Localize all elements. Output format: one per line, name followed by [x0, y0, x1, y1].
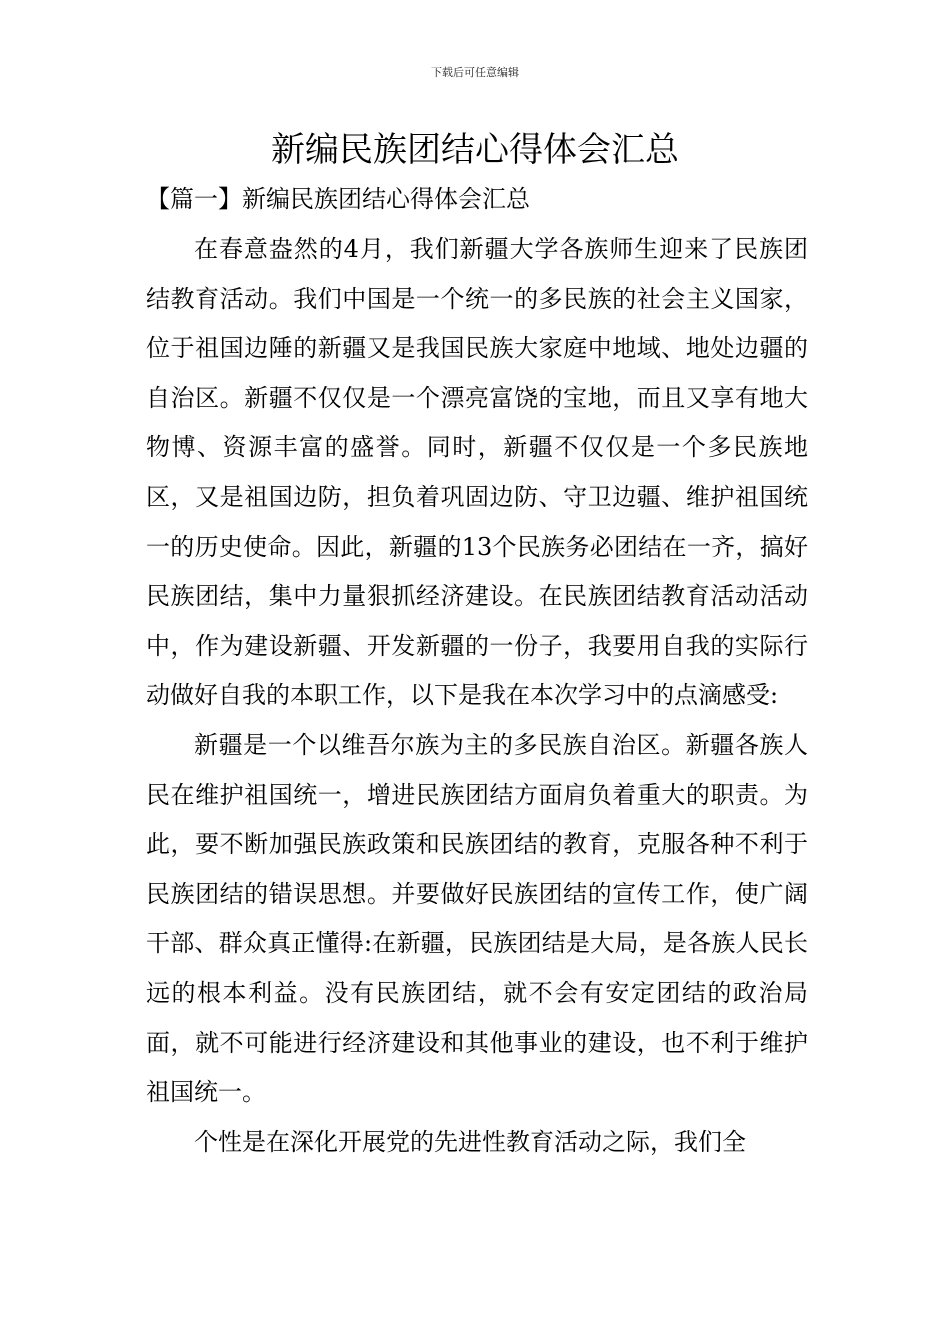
paragraph-1: 在春意盎然的4月，我们新疆大学各族师生迎来了民族团结教育活动。我们中国是一个统一的多民族的社会主义国家，位于祖国边陲的新疆又是我国民族大家庭中地域、地处边疆的自治区。新疆不仅仅是一个漂亮富饶的宝地，而且又享有地大物博、资源丰富的盛誉。同时，新疆不仅仅是一个多民族地区，又是祖国边防，担负着巩固边防、守卫边疆、维护祖国统一的历史使命。因此，新疆的13个民族务必团结在一齐，搞好民族团结，集中力量狠抓经济建设。在民族团结教育活动活动中，作为建设新疆、开发新疆的一份子，我要用自我的实际行动做好自我的本职工作，以下是我在本次学习中的点滴感受:: [146, 235, 808, 710]
document-body: [146, 225, 808, 1167]
paragraph-2: 新疆是一个以维吾尔族为主的多民族自治区。新疆各族人民在维护祖国统一，增进民族团结方面肩负着重大的职责。为此，要不断加强民族政策和民族团结的教育，克服各种不利于民族团结的错误思想。并要做好民族团结的宣传工作，使广阔干部、群众真正懂得:在新疆，民族团结是大局，是各族人民长远的根本利益。没有民族团结，就不会有安定团结的政治局面，就不可能进行经济建设和其他事业的建设，也不利于维护祖国统一。: [146, 730, 808, 1107]
header-note: 下载后可任意编辑: [431, 66, 519, 79]
document-title: 新编民族团结心得体会汇总: [271, 130, 679, 170]
section-heading: 【篇一】新编民族团结心得体会汇总: [146, 185, 530, 213]
paragraph-3: 个性是在深化开展党的先进性教育活动之际，我们全: [194, 1127, 746, 1156]
